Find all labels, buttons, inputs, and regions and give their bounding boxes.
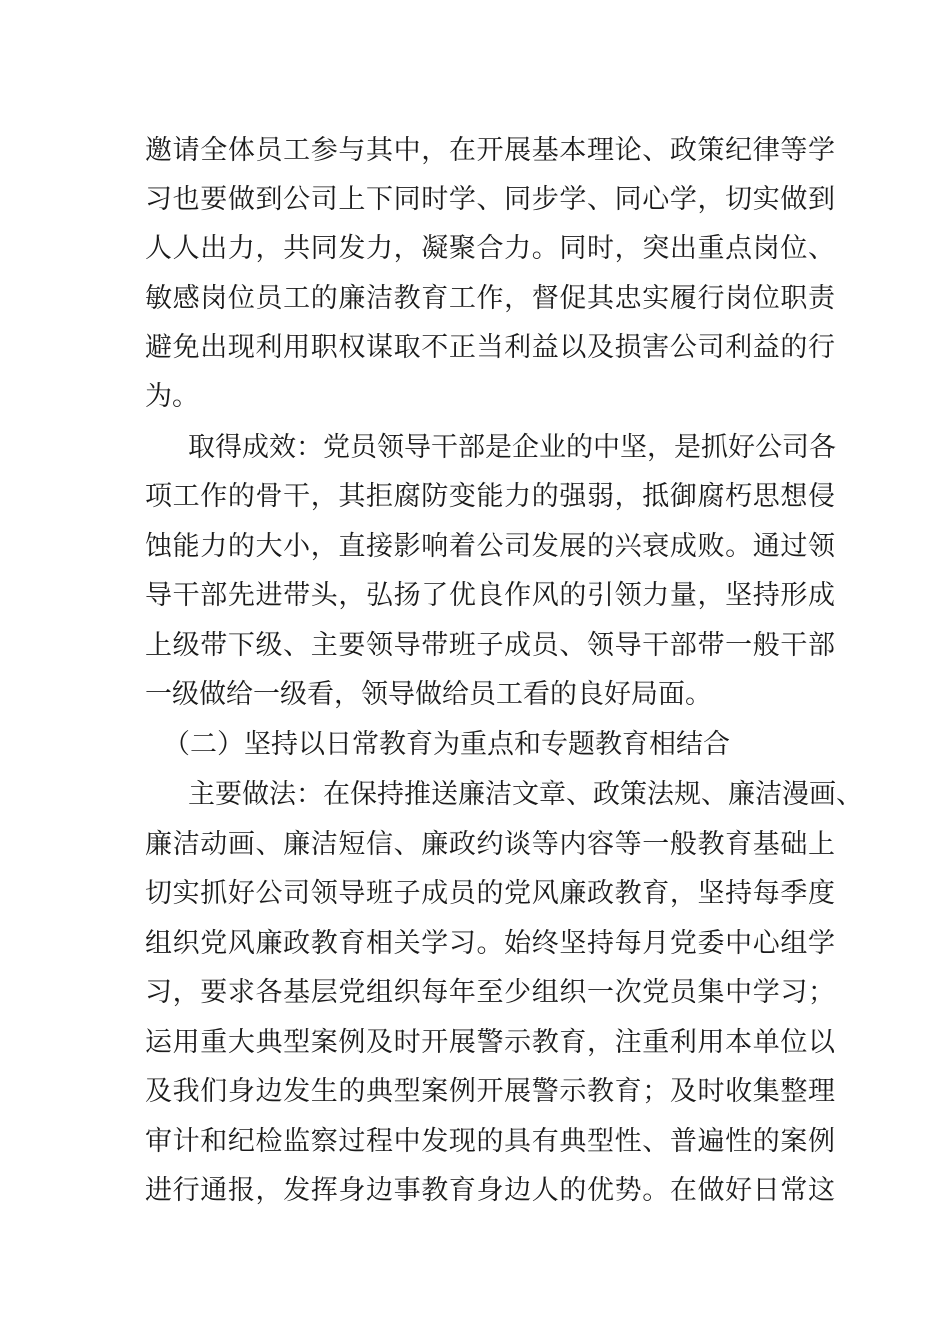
text-line: 避免出现利用职权谋取不正当利益以及损害公司利益的行	[145, 332, 835, 363]
text-line: 进行通报，发挥身边事教育身边人的优势。在做好日常这	[145, 1175, 835, 1206]
text-line: 邀请全体员工参与其中，在开展基本理论、政策纪律等学	[145, 135, 835, 166]
text-line: 导干部先进带头，弘扬了优良作风的引领力量，坚持形成	[145, 580, 835, 611]
text-line: 习也要做到公司上下同时学、同步学、同心学，切实做到	[145, 184, 835, 215]
section-heading: （二）坚持以日常教育为重点和专题教育相结合	[163, 729, 730, 760]
text-line: 审计和纪检监察过程中发现的具有典型性、普遍性的案例	[145, 1126, 835, 1157]
text-line: 上级带下级、主要领导带班子成员、领导干部带一般干部	[145, 630, 835, 661]
text-line: 切实抓好公司领导班子成员的党风廉政教育，坚持每季度	[145, 878, 835, 909]
text-line: 敏感岗位员工的廉洁教育工作，督促其忠实履行岗位职责	[145, 283, 835, 314]
text-line: 人人出力，共同发力，凝聚合力。同时，突出重点岗位、	[145, 233, 835, 264]
text-line: 及我们身边发生的典型案例开展警示教育；及时收集整理	[145, 1076, 835, 1107]
text-line: 习，要求各基层党组织每年至少组织一次党员集中学习；	[145, 977, 835, 1008]
text-line: 组织党风廉政教育相关学习。始终坚持每月党委中心组学	[145, 928, 835, 959]
text-line: 为。	[145, 381, 199, 412]
paragraph-first-line: 取得成效：党员领导干部是企业的中坚，是抓好公司各	[188, 432, 836, 463]
paragraph-first-line: 主要做法：在保持推送廉洁文章、政策法规、廉洁漫画、	[188, 779, 863, 810]
text-line: 一级做给一级看，领导做给员工看的良好局面。	[145, 679, 712, 710]
text-line: 蚀能力的大小，直接影响着公司发展的兴衰成败。通过领	[145, 531, 835, 562]
text-line: 运用重大典型案例及时开展警示教育，注重利用本单位以	[145, 1027, 835, 1058]
text-line: 项工作的骨干，其拒腐防变能力的强弱，抵御腐朽思想侵	[145, 481, 835, 512]
text-line: 廉洁动画、廉洁短信、廉政约谈等内容等一般教育基础上	[145, 829, 835, 860]
